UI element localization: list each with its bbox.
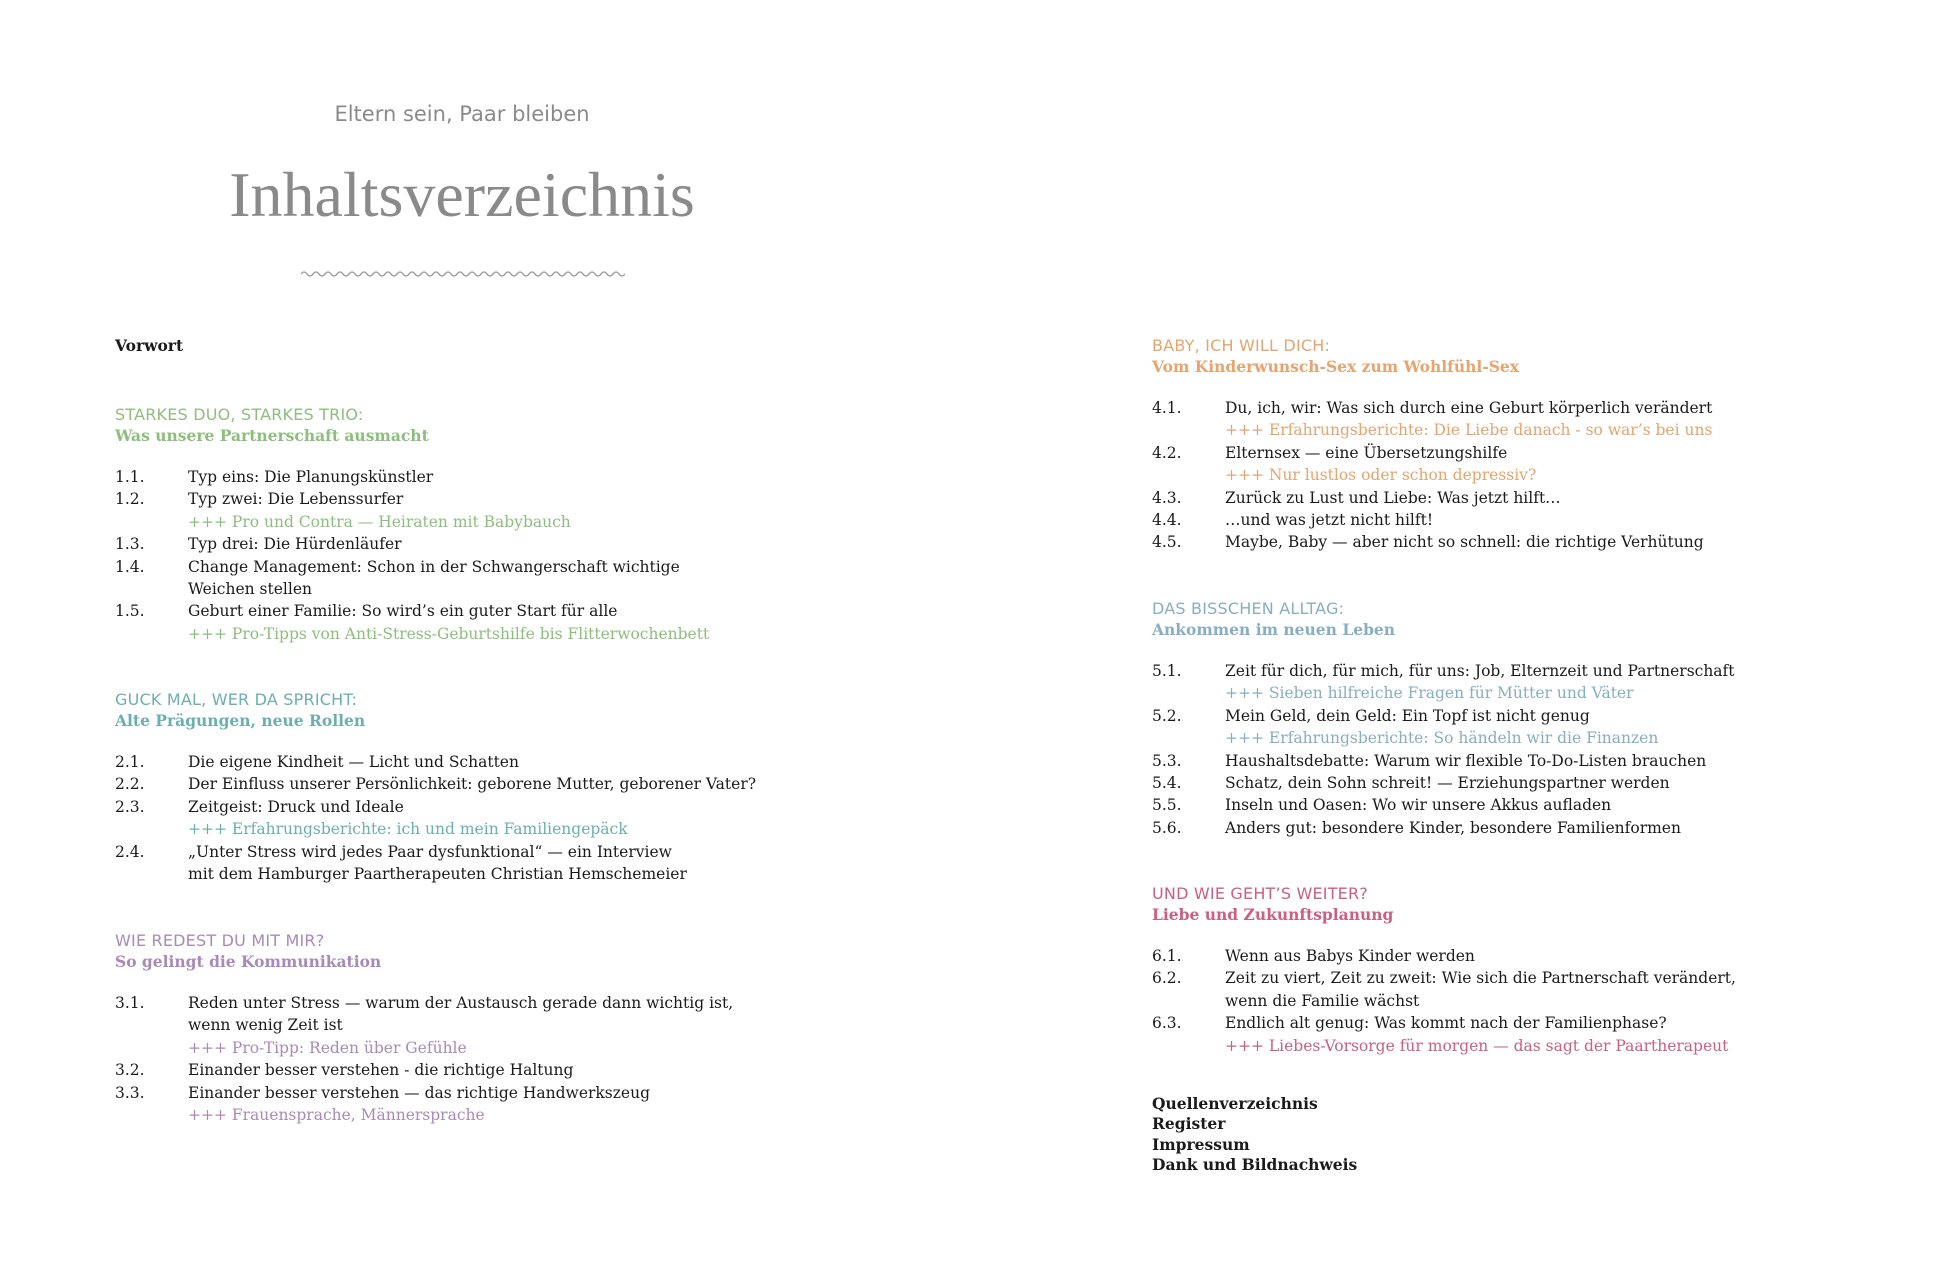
section-5-entries (1152, 660, 1912, 839)
entry-title: Zeit für dich, für mich, für uns: Job, Elternzeit und Partnerschaft (1225, 662, 1735, 680)
toc-entry-row (1152, 660, 1912, 682)
toc-tip-row (1152, 682, 1912, 704)
entry-number: 2.1. (115, 753, 145, 771)
book-title: Eltern sein, Paar bleiben (334, 102, 590, 126)
entry-title: Der Einfluss unserer Persönlichkeit: geborene Mutter, geborener Vater? (188, 775, 757, 794)
entry-number: 6.3. (1152, 1014, 1182, 1033)
entry-number: 1.3. (115, 535, 145, 554)
entry-number: 2.3. (115, 797, 145, 816)
entry-title: …und was jetzt nicht hilft! (1225, 510, 1434, 529)
toc-tip-row (1152, 419, 1912, 441)
entry-title: Mein Geld, dein Geld: Ein Topf ist nicht genug (1225, 706, 1590, 725)
section-1-heading: STARKES DUO, STARKES TRIO: (115, 405, 364, 424)
entry-tip-text: +++ Nur lustlos oder schon depressiv? (1225, 466, 1537, 485)
entry-title: Anders gut: besondere Kinder, besondere Familienformen (1225, 818, 1681, 837)
section-2-entries (115, 751, 875, 885)
toc-tip-row (1152, 1035, 1912, 1057)
toc-entry-row (115, 796, 875, 818)
toc-tip-row (115, 818, 875, 840)
toc-entry-row (1152, 705, 1912, 727)
entry-number: 5.3. (1152, 751, 1182, 770)
section-3-heading: WIE REDEST DU MIT MIR? (115, 931, 325, 950)
section-4-entries (1152, 397, 1912, 554)
entry-title: Die eigene Kindheit — Licht und Schatten (188, 753, 519, 771)
entry-number: 3.3. (115, 1083, 145, 1102)
entry-number: 1.4. (115, 557, 145, 576)
entry-title: Einander besser verstehen — das richtige Handwerkszeug (188, 1083, 650, 1102)
entry-title: Geburt einer Familie: So wird’s ein guter Start für alle (188, 602, 618, 621)
entry-title: Typ zwei: Die Lebenssurfer (188, 490, 404, 509)
foreword-entry: Vorwort (115, 336, 184, 355)
entry-number: 5.6. (1152, 818, 1182, 837)
entry-title: Weichen stellen (188, 579, 312, 598)
entry-title: Inseln und Oasen: Wo wir unsere Akkus aufladen (1225, 796, 1612, 815)
section-4-heading: BABY, ICH WILL DICH: (1152, 336, 1331, 355)
back-matter-item: Dank und Bildnachweis (1152, 1154, 1358, 1174)
entry-title: Du, ich, wir: Was sich durch eine Geburt körperlich verändert (1225, 399, 1713, 417)
toc-entry-row (1152, 817, 1912, 839)
entry-tip-text: +++ Erfahrungsberichte: ich und mein Familiengepäck (188, 820, 628, 839)
entry-number: 3.2. (115, 1061, 145, 1080)
entry-number: 4.4. (1152, 510, 1182, 529)
toc-entry-row (115, 1059, 875, 1081)
entry-title: „Unter Stress wird jedes Paar dysfunktional“ — ein Interview (188, 842, 672, 861)
toc-entry-row (1152, 531, 1912, 553)
entry-title: wenn wenig Zeit ist (188, 1016, 343, 1035)
section-3-subheading: So gelingt die Kommunikation (115, 952, 382, 971)
entry-title: Reden unter Stress — warum der Austausch gerade dann wichtig ist, (188, 994, 734, 1012)
toc-entry-row (1152, 442, 1912, 464)
toc-tip-row (1152, 464, 1912, 486)
toc-entry-row (1152, 794, 1912, 816)
entry-number: 2.4. (115, 842, 145, 861)
entry-title: Zurück zu Lust und Liebe: Was jetzt hilft… (1225, 488, 1561, 507)
section-6-subheading: Liebe und Zukunftsplanung (1152, 905, 1394, 924)
section-2-heading: GUCK MAL, WER DA SPRICHT: (115, 690, 358, 709)
entry-number: 4.5. (1152, 533, 1182, 552)
entry-title: Typ drei: Die Hürdenläufer (188, 535, 402, 554)
entry-tip-text: +++ Erfahrungsberichte: So händeln wir die Finanzen (1225, 729, 1659, 748)
toc-entry-row (115, 1082, 875, 1104)
toc-entry-row (115, 841, 875, 863)
entry-number: 6.2. (1152, 969, 1182, 988)
entry-number: 4.2. (1152, 443, 1182, 462)
entry-title: Schatz, dein Sohn schreit! — Erziehungspartner werden (1225, 773, 1670, 792)
toc-entry-row (1152, 397, 1912, 419)
toc-entry-row (115, 863, 875, 885)
back-matter-item: Impressum (1152, 1134, 1250, 1154)
entry-title: Zeit zu viert, Zeit zu zweit: Wie sich die Partnerschaft verändert, (1225, 969, 1736, 988)
entry-tip-text: +++ Erfahrungsberichte: Die Liebe danach - so war’s bei uns (1225, 421, 1713, 440)
entry-number: 1.2. (115, 490, 145, 509)
entry-number: 4.1. (1152, 399, 1182, 417)
entry-number: 1.5. (115, 602, 145, 621)
entry-title: Elternsex — eine Übersetzungshilfe (1225, 443, 1508, 462)
toc-entry-row (1152, 772, 1912, 794)
entry-title: Maybe, Baby — aber nicht so schnell: die richtige Verhütung (1225, 533, 1704, 552)
toc-tip-row (115, 623, 875, 645)
entry-number: 2.2. (115, 775, 145, 794)
toc-entry-row (115, 533, 875, 555)
toc-entry-row (1152, 1012, 1912, 1034)
toc-entry-row (1152, 509, 1912, 531)
entry-tip-text: +++ Pro-Tipp: Reden über Gefühle (188, 1038, 467, 1057)
toc-entry-row (115, 556, 875, 578)
section-1-entries (115, 466, 875, 645)
back-matter-item: Quellenverzeichnis (1152, 1094, 1318, 1113)
page-title: Inhaltsverzeichnis (229, 159, 695, 230)
toc-entry-row (115, 773, 875, 795)
entry-title: Einander besser verstehen - die richtige Haltung (188, 1061, 574, 1080)
entry-title: Typ eins: Die Planungskünstler (188, 468, 434, 486)
entry-tip-text: +++ Liebes-Vorsorge für morgen — das sagt der Paartherapeut (1225, 1036, 1729, 1055)
section-3-entries (115, 992, 875, 1126)
toc-entry-row (115, 488, 875, 510)
entry-title: wenn die Familie wächst (1225, 991, 1420, 1010)
toc-tip-row (115, 1104, 875, 1126)
toc-tip-row (115, 511, 875, 533)
section-6-entries (1152, 945, 1912, 1057)
entry-number: 5.4. (1152, 773, 1182, 792)
entry-number: 5.2. (1152, 706, 1182, 725)
toc-entry-row (115, 992, 875, 1014)
section-4-subheading: Vom Kinderwunsch-Sex zum Wohlfühl-Sex (1152, 357, 1520, 376)
back-matter-list (1152, 1094, 1357, 1175)
section-5-heading: DAS BISSCHEN ALLTAG: (1152, 599, 1345, 618)
entry-tip-text: +++ Pro und Contra — Heiraten mit Babybauch (188, 512, 571, 531)
toc-entry-row (115, 1014, 875, 1036)
entry-title: mit dem Hamburger Paartherapeuten Christian Hemschemeier (188, 864, 687, 883)
toc-tip-row (115, 1037, 875, 1059)
entry-tip-text: +++ Sieben hilfreiche Fragen für Mütter und Väter (1225, 684, 1634, 703)
wave-divider (301, 268, 625, 280)
entry-number: 1.1. (115, 468, 145, 486)
toc-entry-row (115, 600, 875, 622)
entry-number: 5.5. (1152, 796, 1182, 815)
entry-title: Zeitgeist: Druck und Ideale (188, 797, 404, 816)
toc-entry-row (1152, 750, 1912, 772)
entry-number: 6.1. (1152, 947, 1182, 965)
entry-title: Wenn aus Babys Kinder werden (1225, 947, 1475, 965)
section-1-subheading: Was unsere Partnerschaft ausmacht (115, 426, 429, 445)
entry-number: 3.1. (115, 994, 145, 1012)
toc-entry-row (115, 466, 875, 488)
back-matter-item: Register (1152, 1114, 1226, 1134)
toc-entry-row (115, 751, 875, 773)
section-6-heading: UND WIE GEHT’S WEITER? (1152, 884, 1369, 903)
toc-entry-row (1152, 967, 1912, 989)
entry-tip-text: +++ Frauensprache, Männersprache (188, 1105, 485, 1124)
toc-entry-row (115, 578, 875, 600)
entry-title: Endlich alt genug: Was kommt nach der Familienphase? (1225, 1014, 1667, 1033)
toc-entry-row (1152, 990, 1912, 1012)
entry-number: 4.3. (1152, 488, 1182, 507)
toc-entry-row (1152, 487, 1912, 509)
entry-title: Haushaltsdebatte: Warum wir flexible To-Do-Listen brauchen (1225, 751, 1707, 770)
entry-number: 5.1. (1152, 662, 1182, 680)
toc-tip-row (1152, 727, 1912, 749)
section-5-subheading: Ankommen im neuen Leben (1152, 620, 1396, 639)
entry-title: Change Management: Schon in der Schwangerschaft wichtige (188, 557, 680, 576)
section-2-subheading: Alte Prägungen, neue Rollen (115, 711, 366, 730)
toc-entry-row (1152, 945, 1912, 967)
entry-tip-text: +++ Pro-Tipps von Anti-Stress-Geburtshilfe bis Flitterwochenbett (188, 624, 710, 643)
